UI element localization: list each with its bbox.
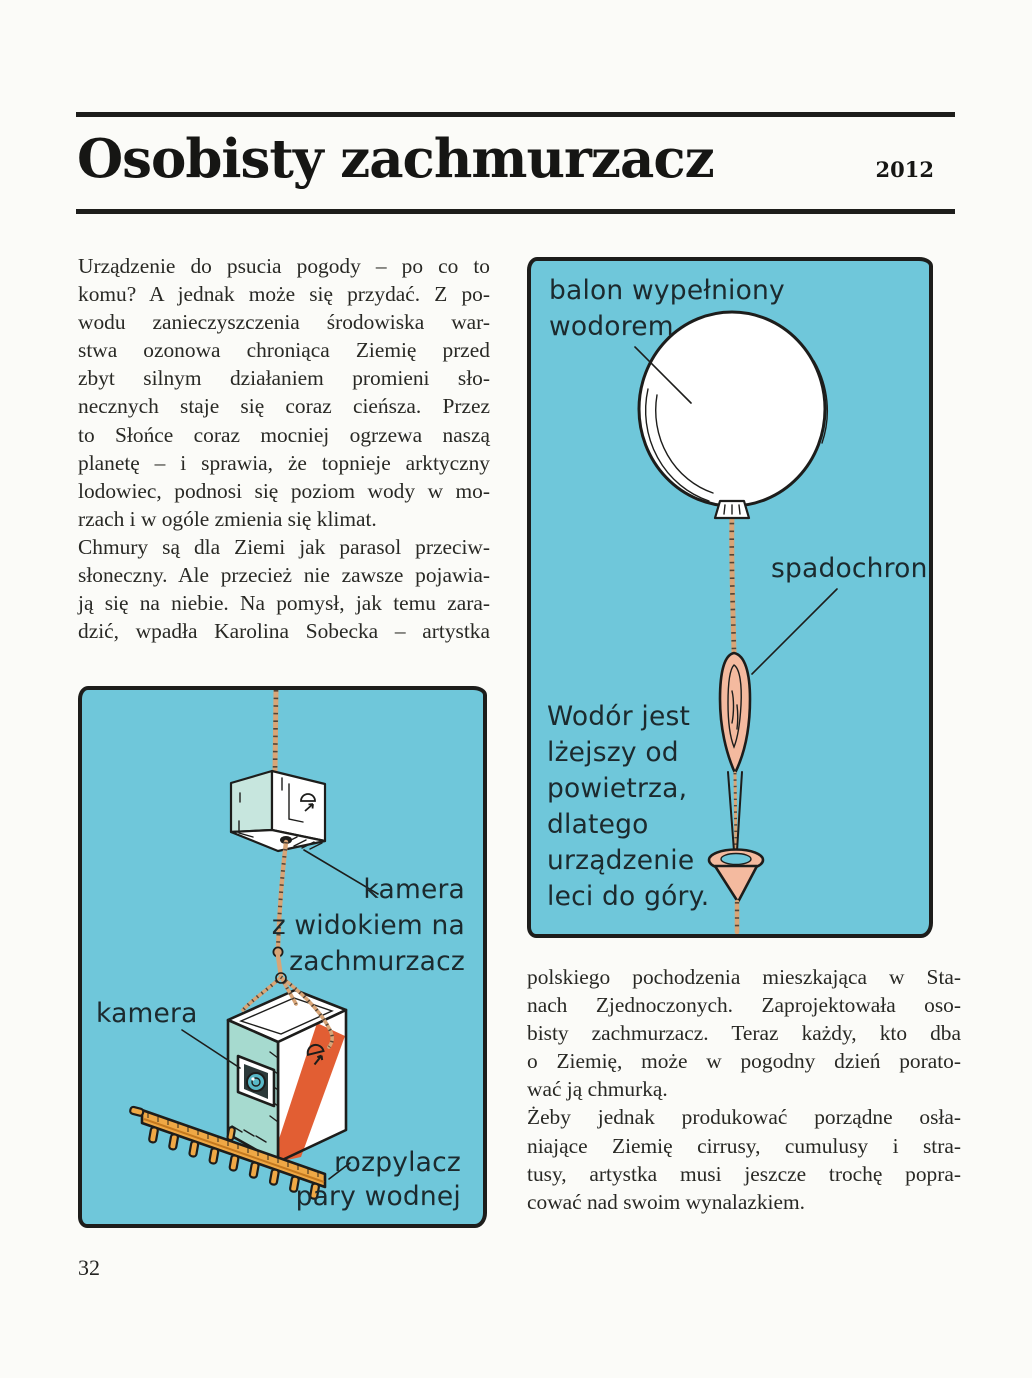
body-text-line: rzach i w ogóle zmienia się klimat. xyxy=(78,506,377,531)
body-text-line: o Ziemię, może w pogodny dzień porato- xyxy=(527,1049,961,1074)
body-text-line: wać ją chmurką. xyxy=(527,1077,668,1102)
balloon-figure-panel xyxy=(527,257,933,938)
parachute-label: spadochron xyxy=(771,553,928,584)
header-rule-top xyxy=(76,112,955,117)
body-text-line: planetę – i sprawia, że topnieje arktyczny xyxy=(78,450,490,475)
page-title: Osobisty zachmurzacz xyxy=(77,128,714,190)
label-line: kamera xyxy=(363,874,465,905)
caption-line: Wodór jest xyxy=(547,701,691,732)
label-line: z widokiem na xyxy=(271,910,465,941)
body-text-line: komu? A jednak może się przydać. Z po- xyxy=(78,282,490,307)
paragraph xyxy=(527,963,961,1103)
body-text-line: niające Ziemię cirrusy, cumulusy i stra- xyxy=(527,1133,961,1158)
device-figure-panel xyxy=(78,686,487,1228)
paragraph xyxy=(78,533,490,645)
balloon-label xyxy=(549,273,785,345)
caption-line: powietrza, xyxy=(547,773,688,804)
body-text-line: ją się na niebie. Na pomysł, jak temu zara- xyxy=(78,591,490,616)
body-text-line: Urządzenie do psucia pogody – po co to xyxy=(78,254,490,278)
body-text-line: stwa ozonowa chroniąca Ziemię przed xyxy=(78,338,490,363)
body-text-line: dzić, wpadła Karolina Sobecka – artystka xyxy=(78,619,490,644)
body-text-line: Chmury są dla Ziemi jak parasol przeciw- xyxy=(78,534,490,559)
paragraph xyxy=(527,1103,961,1215)
body-text-line: tusy, artystka musi jeszcze trochę popra- xyxy=(527,1161,961,1186)
header-year: 2012 xyxy=(875,157,934,182)
body-text-line: cować nad swoim wynalazkiem. xyxy=(527,1189,805,1214)
body-text-line: zbyt silnym działaniem promieni sło- xyxy=(78,366,490,391)
body-text-line: necznych staje się coraz cieńsza. Przez xyxy=(78,394,490,419)
hydrogen-caption xyxy=(547,699,709,915)
caption-line: urządzenie xyxy=(547,845,695,876)
right-text-column xyxy=(527,963,961,1216)
caption-line: leci do góry. xyxy=(547,881,710,912)
body-text-line: Żeby jednak produkować porządne osła- xyxy=(527,1105,961,1130)
caption-line: lżejszy od xyxy=(547,737,679,768)
label-line: rozpylacz xyxy=(334,1147,461,1178)
body-text-line: polskiego pochodzenia mieszkająca w Sta- xyxy=(527,965,961,989)
body-text-line: wodu zanieczyszczenia środowiska war- xyxy=(78,310,490,335)
left-text-column xyxy=(78,252,490,645)
label-line: pary wodnej xyxy=(295,1181,461,1212)
balloon-label-line: balon wypełniony xyxy=(549,275,785,306)
top-camera-label xyxy=(272,872,465,980)
header-rule-bottom xyxy=(76,209,955,214)
sprayer-label xyxy=(296,1146,461,1214)
balloon-label-line: wodorem xyxy=(549,311,674,342)
body-text-line: to Słońce coraz mocniej ogrzewa naszą xyxy=(78,422,490,447)
body-text-line: lodowiec, podnosi się poziom wody w mo- xyxy=(78,478,490,503)
body-text-line: słoneczny. Ale przecież nie zawsze pojawia- xyxy=(78,563,490,588)
camera-label: kamera xyxy=(96,998,198,1029)
body-text-line: bisty zachmurzacz. Teraz każdy, kto dba xyxy=(527,1021,961,1046)
label-line: zachmurzacz xyxy=(289,946,465,977)
page-number: 32 xyxy=(78,1255,100,1280)
caption-line: dlatego xyxy=(547,809,649,840)
paragraph xyxy=(78,252,490,533)
body-text-line: nach Zjednoczonych. Zaprojektowała oso- xyxy=(527,993,961,1018)
